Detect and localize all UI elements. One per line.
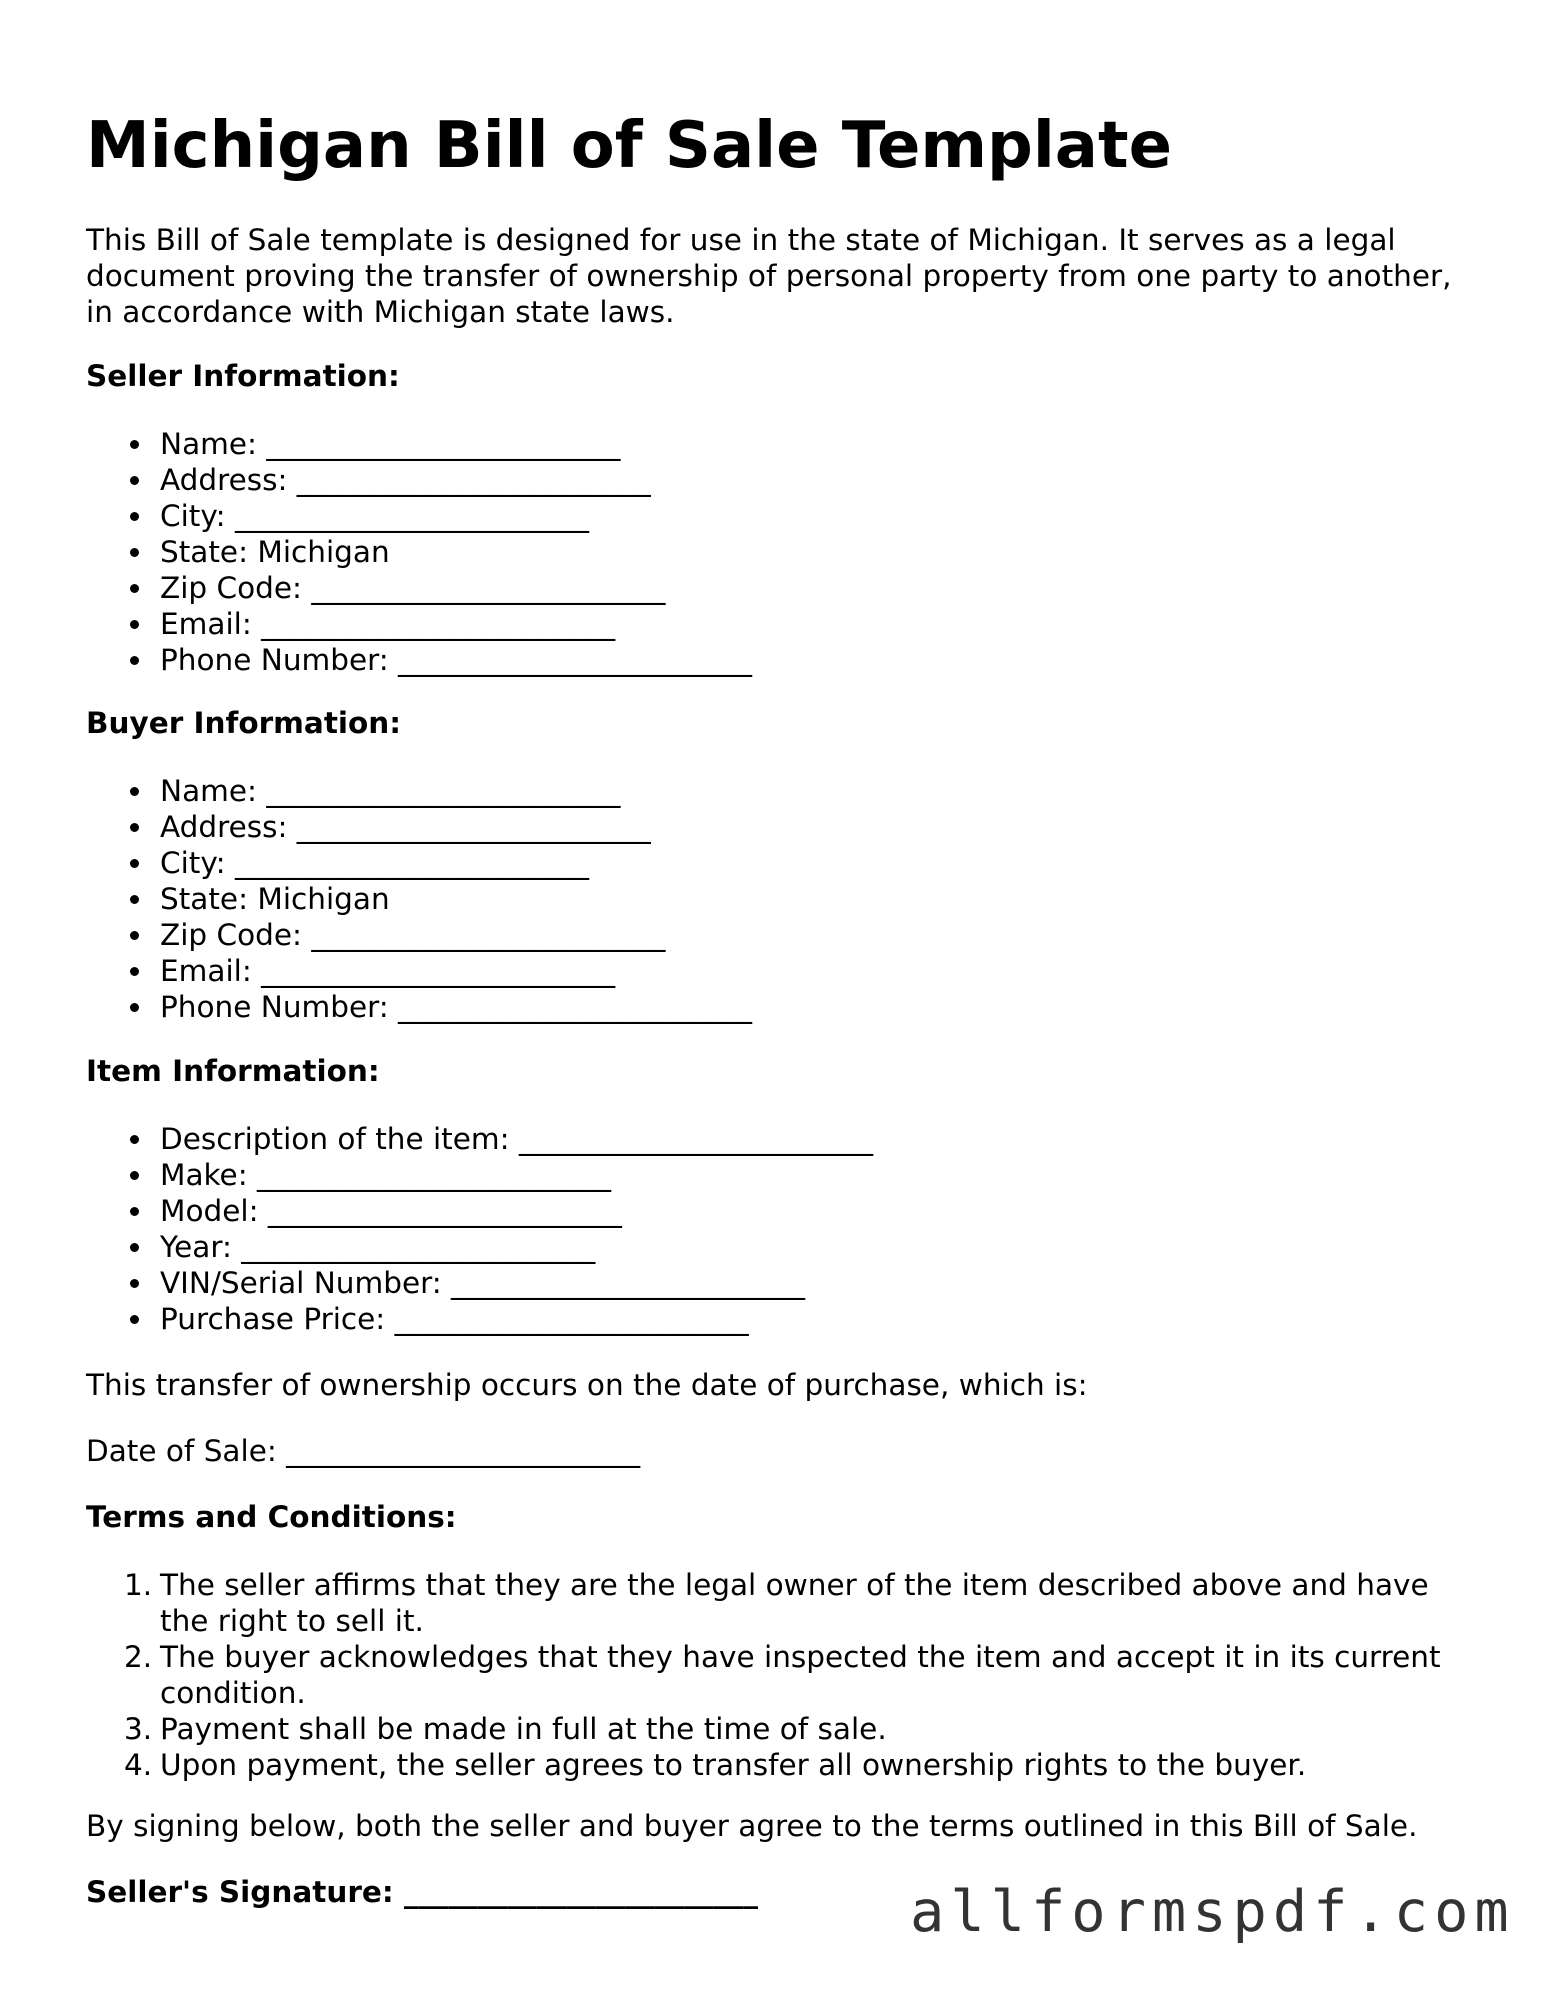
buyer-zip-field: Zip Code: ________________________: [86, 917, 752, 953]
terms-list: [86, 1567, 1476, 1783]
bullet-icon: [130, 548, 139, 557]
seller-zip-field: Zip Code: ________________________: [86, 570, 752, 606]
bullet-icon: [130, 656, 139, 665]
date-of-sale-field: Date of Sale: ________________________: [86, 1434, 641, 1468]
bullet-icon: [130, 1315, 139, 1324]
watermark: allformspdf.com: [910, 1879, 1515, 1945]
seller-name-field: Name: ________________________: [86, 426, 752, 462]
bullet-icon: [130, 440, 139, 449]
buyer-heading: Buyer Information:: [86, 706, 402, 740]
bullet-icon: [130, 787, 139, 796]
bullet-icon: [130, 1243, 139, 1252]
term-item: 4. Upon payment, the seller agrees to transfer all ownership rights to the buyer.: [124, 1748, 1307, 1782]
buyer-email-field: Email: ________________________: [86, 953, 752, 989]
item-vin-field: VIN/Serial Number: ________________________: [86, 1265, 873, 1301]
seller-heading: Seller Information:: [86, 359, 400, 393]
bullet-icon: [130, 1003, 139, 1012]
seller-email-field: Email: ________________________: [86, 606, 752, 642]
item-make-field: Make: ________________________: [86, 1157, 873, 1193]
transfer-paragraph: This transfer of ownership occurs on the date of purchase, which is:: [86, 1368, 1088, 1402]
item-year-field: Year: ________________________: [86, 1229, 873, 1265]
bullet-icon: [130, 584, 139, 593]
bullet-icon: [130, 620, 139, 629]
term-number: 4.: [124, 1748, 153, 1782]
bullet-icon: [130, 1279, 139, 1288]
agreement-paragraph: By signing below, both the seller and buyer agree to the terms outlined in this Bill of Sale.: [86, 1809, 1418, 1843]
term-number: 1.: [124, 1568, 153, 1602]
bullet-icon: [130, 1171, 139, 1180]
bullet-icon: [130, 859, 139, 868]
seller-city-field: City: ________________________: [86, 498, 752, 534]
bullet-icon: [130, 512, 139, 521]
term-item: 3. Payment shall be made in full at the time of sale.: [124, 1712, 887, 1746]
bullet-icon: [130, 1207, 139, 1216]
bullet-icon: [130, 476, 139, 485]
seller-signature-field: Seller's Signature: ________________________: [86, 1875, 759, 1909]
buyer-address-field: Address: ________________________: [86, 809, 752, 845]
page-title: Michigan Bill of Sale Template: [86, 109, 1172, 183]
bullet-icon: [130, 967, 139, 976]
bullet-icon: [130, 895, 139, 904]
term-item: 2. The buyer acknowledges that they have inspected the item and accept it in its current condition.: [124, 1640, 1441, 1710]
item-description-field: Description of the item: ________________________: [86, 1121, 873, 1157]
buyer-city-field: City: ________________________: [86, 845, 752, 881]
intro-paragraph: This Bill of Sale template is designed for use in the state of Michigan. It serves as a legal document proving the transfer of ownership of personal property from one party to another, in accordance with Michigan state laws.: [86, 223, 1452, 329]
seller-address-field: Address: ________________________: [86, 462, 752, 498]
item-fields: [86, 1121, 873, 1337]
term-item: 1. The seller affirms that they are the legal owner of the item described above and have the right to sell it.: [124, 1568, 1429, 1638]
item-heading: Item Information:: [86, 1054, 380, 1088]
item-price-field: Purchase Price: ________________________: [86, 1301, 873, 1337]
bullet-icon: [130, 931, 139, 940]
term-number: 3.: [124, 1712, 153, 1746]
seller-phone-field: Phone Number: ________________________: [86, 642, 752, 678]
bullet-icon: [130, 1135, 139, 1144]
terms-heading: Terms and Conditions:: [86, 1500, 457, 1534]
buyer-fields: [86, 773, 752, 1025]
buyer-phone-field: Phone Number: ________________________: [86, 989, 752, 1025]
seller-fields: [86, 426, 752, 678]
bullet-icon: [130, 823, 139, 832]
seller-state-field: State: Michigan: [86, 534, 752, 570]
buyer-name-field: Name: ________________________: [86, 773, 752, 809]
term-number: 2.: [124, 1640, 153, 1674]
buyer-state-field: State: Michigan: [86, 881, 752, 917]
item-model-field: Model: ________________________: [86, 1193, 873, 1229]
